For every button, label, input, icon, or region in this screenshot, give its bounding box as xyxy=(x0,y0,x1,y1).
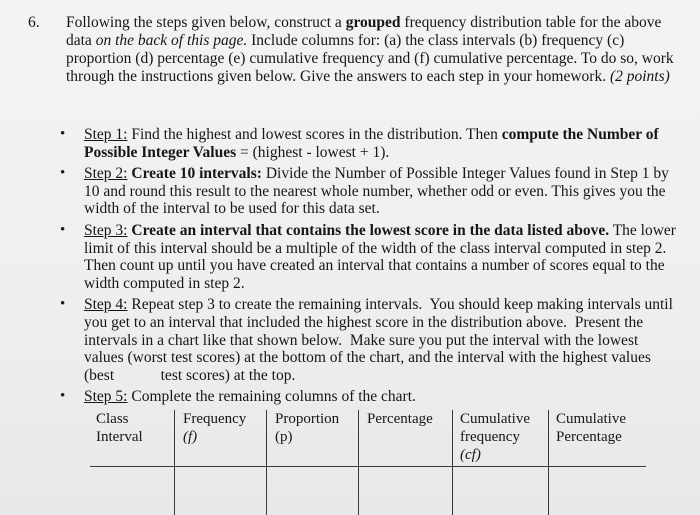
bullet-icon: • xyxy=(60,388,66,405)
intro-text-3: Include columns for: (a) the class intervals (b) frequency (c) proportion (d) percentage (e) cumulative frequency and (f) cumulative percentage. To do so, work through the instructions given below. Give the answers to each step in your homework. xyxy=(66,32,674,85)
header-proportion xyxy=(275,410,339,446)
frequency-table xyxy=(90,410,646,515)
step-label: Step 2: xyxy=(84,165,128,183)
intro-text-1: Following the steps given below, construct a xyxy=(66,14,346,31)
header-percentage xyxy=(367,410,433,428)
step-label: Step 1: xyxy=(84,126,128,143)
column-divider xyxy=(548,410,549,515)
step-list xyxy=(56,126,680,410)
header-line: Interval xyxy=(96,429,143,445)
header-line: (cf) xyxy=(460,447,481,463)
header-line: Cumulative xyxy=(556,411,626,427)
bullet-icon: • xyxy=(60,126,66,142)
step-label: Step 5: xyxy=(84,388,128,406)
header-frequency xyxy=(183,410,246,446)
header-line: frequency xyxy=(460,429,520,445)
bullet-icon: • xyxy=(60,165,66,182)
step-bold: Create an interval that contains the lowest score in the data listed above. xyxy=(131,221,610,239)
step-text: Repeat step 3 to create the remaining intervals. You should keep making intervals until you get to an interval that included the highest score in the distribution above. Present the intervals in a chart like that shown below. Make sure you put the interval with the lowest values (worst test scores) at the bottom of the chart, and the interval with the highest values (best test scores) at the top. xyxy=(84,296,677,384)
intro-bold: grouped xyxy=(345,14,401,31)
header-line: Percentage xyxy=(556,429,622,445)
column-divider xyxy=(452,410,453,515)
step-text: Find the highest and lowest scores in the distribution. Then xyxy=(127,126,502,143)
step-1 xyxy=(56,126,680,161)
header-line: Percentage xyxy=(367,411,433,427)
column-divider xyxy=(266,410,267,515)
bullet-icon: • xyxy=(60,221,66,238)
step-bold: compute the Number of Possible Integer Values xyxy=(84,126,659,161)
header-line: (f) xyxy=(183,429,198,445)
header-line: Frequency xyxy=(183,411,247,427)
points-label: (2 points) xyxy=(609,68,670,85)
intro-italic: on the back of this page. xyxy=(95,32,248,49)
header-line: (p) xyxy=(275,429,293,445)
step-5 xyxy=(56,388,680,406)
step-2 xyxy=(56,165,680,218)
header-cumulative-percentage xyxy=(556,410,626,446)
header-line: Cumulative xyxy=(460,411,530,427)
step-text: Complete the remaining columns of the chart. xyxy=(127,388,416,406)
step-3 xyxy=(56,222,680,292)
question-number: 6. xyxy=(28,14,40,31)
header-line: Proportion xyxy=(275,411,340,427)
column-divider xyxy=(174,410,175,515)
step-label: Step 4: xyxy=(84,296,128,314)
step-text: The lower limit of this interval should be a multiple of the width of the class interval computed in step 2. Then count up until you have created an interval that contains a number of scores equal to the width computed in step 2. xyxy=(84,221,676,292)
intro-text-2: frequency distribution table for the above data xyxy=(66,14,662,49)
step-4 xyxy=(56,296,680,384)
step-label: Step 3: xyxy=(84,221,128,239)
column-divider xyxy=(358,410,359,515)
header-line: Class xyxy=(96,411,129,427)
header-class-interval xyxy=(96,410,143,446)
header-cumulative-frequency xyxy=(460,410,530,464)
header-rule xyxy=(90,466,646,467)
step-bold: Create 10 intervals: xyxy=(131,165,262,183)
step-text: Divide the Number of Possible Integer Values found in Step 1 by 10 and round this result to the nearest whole number, whether odd or even. This gives you the width of the interval to be used for this data set. xyxy=(84,165,669,218)
step-text: = (highest - lowest + 1). xyxy=(236,143,390,161)
bullet-icon: • xyxy=(60,296,66,313)
question-text xyxy=(66,14,676,86)
